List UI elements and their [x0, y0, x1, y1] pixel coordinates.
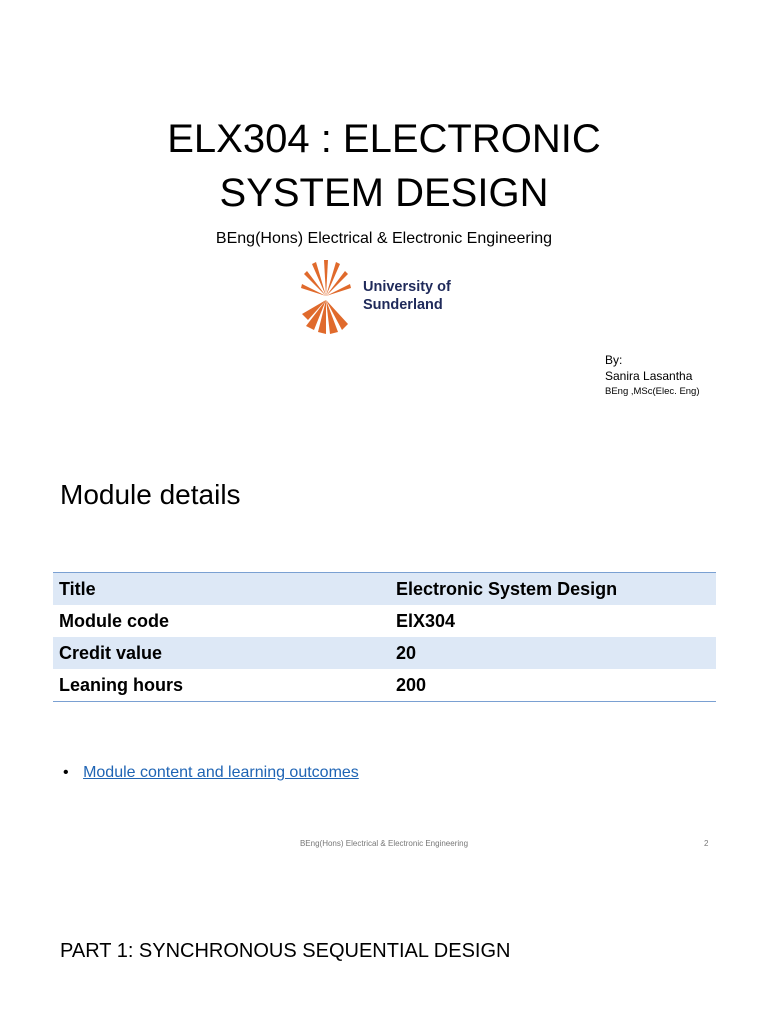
module-details-slide: [0, 455, 768, 865]
table-row: [53, 573, 716, 606]
page-number: 2: [704, 839, 709, 848]
row-label: Credit value: [59, 642, 163, 663]
module-details-table: [53, 572, 716, 702]
row-label: Module code: [59, 610, 170, 631]
slide-heading: PART 1: SYNCHRONOUS SEQUENTIAL DESIGN: [60, 940, 511, 962]
university-name: [363, 278, 451, 314]
footer-text: BEng(Hons) Electrical & Electronic Engineering: [299, 839, 469, 848]
row-value: ElX304: [396, 610, 456, 631]
table-row: [53, 637, 716, 669]
university-logo: [300, 256, 475, 336]
sunderland-crest-icon: [300, 256, 356, 336]
row-value: 20: [396, 642, 417, 663]
table-row: [53, 605, 716, 637]
table-row: [53, 669, 716, 702]
author-block: [605, 352, 700, 400]
author-name: Sanira Lasantha: [605, 369, 693, 383]
author-degree: BEng ,MSc(Elec. Eng): [605, 386, 700, 397]
slide-title: [0, 112, 768, 220]
module-content-link[interactable]: Module content and learning outcomes: [83, 764, 359, 781]
logo-line-1: University of: [363, 279, 451, 295]
bullet-dot-icon: •: [63, 764, 69, 781]
author-by-label: By:: [605, 353, 623, 367]
row-label: Leaning hours: [53, 669, 390, 702]
logo-line-2: Sunderland: [363, 297, 443, 313]
part-slide: [0, 930, 768, 1024]
row-value: 200: [390, 669, 716, 702]
bullet-item: [63, 764, 359, 782]
title-line-1: ELX304 : ELECTRONIC: [167, 117, 601, 161]
slide-subtitle: BEng(Hons) Electrical & Electronic Engineering: [215, 230, 553, 247]
slide-heading: Module details: [60, 479, 241, 510]
row-label: Title: [53, 573, 390, 606]
title-slide: [0, 0, 768, 440]
row-value: Electronic System Design: [390, 573, 716, 606]
title-line-2: SYSTEM DESIGN: [219, 171, 549, 215]
